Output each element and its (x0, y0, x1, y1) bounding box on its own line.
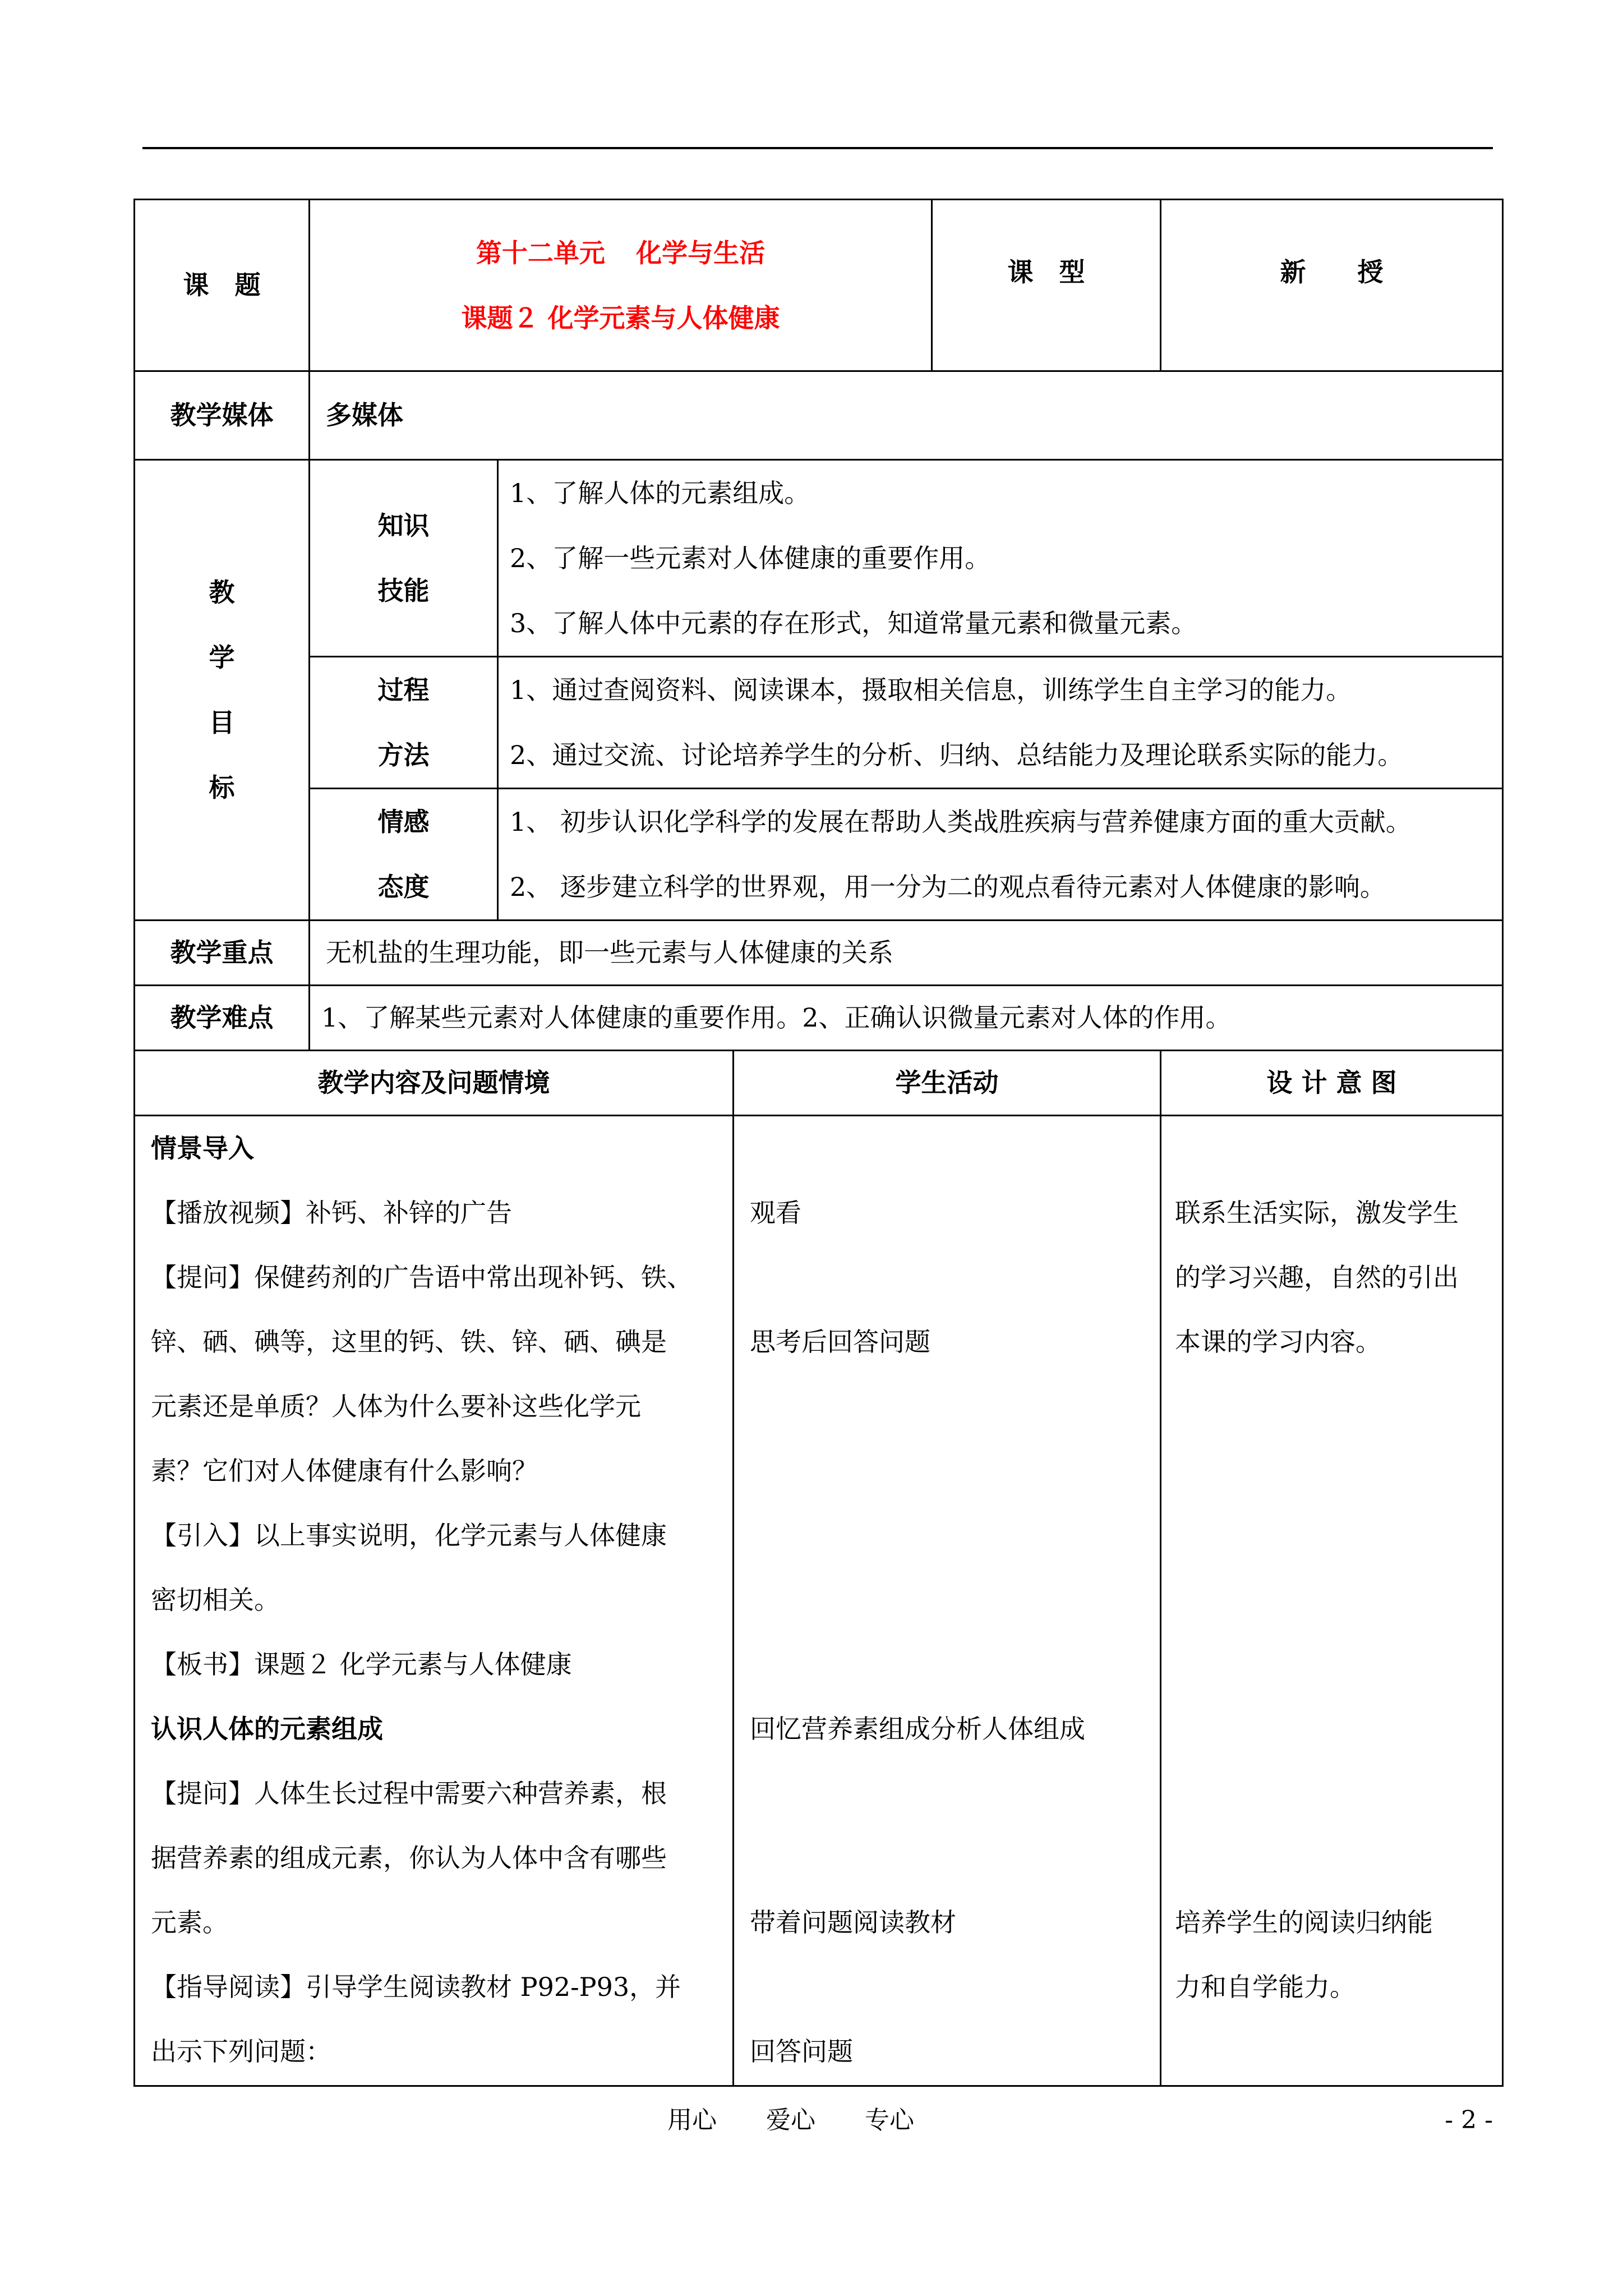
key-point-value: 无机盐的生理功能，即一些元素与人体健康的关系 (310, 921, 1503, 986)
content-line: 【提问】人体生长过程中需要六种营养素，根 (151, 1778, 667, 1809)
design-line (1175, 2019, 1502, 2084)
content-line: 情景导入 (151, 1133, 254, 1163)
design-line (1175, 1374, 1502, 1439)
content-line: 【播放视频】补钙、补锌的广告 (151, 1198, 512, 1228)
page-number: - 2 - (1445, 2106, 1493, 2134)
student-cell (734, 1116, 1161, 2086)
student-line (750, 1568, 1160, 1632)
student-line: 回答问题 (750, 2036, 853, 2067)
content-line: 锌、硒、碘等，这里的钙、铁、锌、硒、碘是 (151, 1327, 667, 1357)
content-line: 据营养素的组成元素，你认为人体中含有哪些 (151, 1843, 667, 1873)
difficulty-row (135, 986, 1503, 1051)
student-line: 带着问题阅读教材 (750, 1907, 956, 1938)
column-header-row (135, 1051, 1503, 1116)
student-line (750, 1503, 1160, 1568)
student-line: 回忆营养素组成分析人体组成 (750, 1714, 1085, 1744)
design-column-header: 设 计 意 图 (1161, 1051, 1503, 1116)
media-row (135, 371, 1503, 460)
student-line: 思考后回答问题 (750, 1327, 930, 1357)
key-point-row (135, 921, 1503, 986)
design-cell (1161, 1116, 1503, 2086)
student-line (750, 1374, 1160, 1439)
process-items (498, 657, 1503, 789)
header-row (135, 200, 1503, 371)
process-item: 1、通过查阅资料、阅读课本，摄取相关信息，训练学生自主学习的能力。 (510, 675, 1352, 705)
design-line: 力和自学能力。 (1175, 1972, 1356, 2002)
knowledge-items (498, 460, 1503, 657)
content-line: 元素。 (151, 1907, 228, 1938)
student-line (750, 1116, 1160, 1181)
content-line: 素？它们对人体健康有什么影响？ (151, 1456, 538, 1486)
design-line (1175, 1503, 1502, 1568)
student-line: 观看 (750, 1198, 801, 1228)
design-line: 的学习兴趣，自然的引出 (1175, 1262, 1459, 1292)
page-footer (0, 2098, 1623, 2143)
student-column-header: 学生活动 (734, 1051, 1161, 1116)
student-line (750, 1245, 1160, 1310)
design-line (1175, 1697, 1502, 1761)
knowledge-label: 知识 技能 (310, 460, 498, 657)
course-label: 课 题 (135, 200, 310, 371)
student-line (750, 1955, 1160, 2019)
design-line (1175, 1116, 1502, 1181)
design-line: 培养学生的阅读归纳能 (1175, 1907, 1433, 1938)
design-line (1175, 1632, 1502, 1697)
content-line: 【引入】以上事实说明，化学元素与人体健康 (151, 1520, 667, 1550)
key-point-label: 教学重点 (135, 921, 310, 986)
knowledge-item: 1、了解人体的元素组成。 (510, 478, 810, 508)
student-line (750, 1632, 1160, 1697)
media-label: 教学媒体 (135, 371, 310, 460)
content-line: 【提问】保健药剂的广告语中常出现补钙、铁、 (151, 1262, 693, 1292)
goal-emotion-row (135, 789, 1503, 921)
content-line: 出示下列问题： (151, 2036, 331, 2067)
lesson-plan-table (133, 199, 1504, 2087)
knowledge-item: 3、了解人体中元素的存在形式，知道常量元素和微量元素。 (510, 608, 1197, 638)
lesson-title (310, 200, 932, 371)
topic-title: 课题２ 化学元素与人体健康 (461, 302, 780, 333)
goal-knowledge-row (135, 460, 1503, 657)
content-line: 元素还是单质？人体为什么要补这些化学元 (151, 1391, 641, 1421)
emotion-label: 情感 态度 (310, 789, 498, 921)
design-line (1175, 1761, 1502, 1826)
design-line (1175, 1439, 1502, 1503)
footer-motto: 用心 爱心 专心 (667, 2106, 914, 2134)
knowledge-item: 2、了解一些元素对人体健康的重要作用。 (510, 543, 991, 573)
content-column-header: 教学内容及问题情境 (135, 1051, 734, 1116)
emotion-item: 2、 逐步建立科学的世界观，用一分为二的观点看待元素对人体健康的影响。 (510, 872, 1386, 902)
difficulty-label: 教学难点 (135, 986, 310, 1051)
content-row (135, 1116, 1503, 2086)
type-value: 新 授 (1161, 200, 1503, 371)
unit-title: 第十二单元 (476, 237, 605, 268)
student-line (750, 1826, 1160, 1890)
content-line: 【板书】课题２ 化学元素与人体健康 (151, 1649, 572, 1680)
unit-subtitle: 化学与生活 (636, 237, 766, 268)
process-label: 过程 方法 (310, 657, 498, 789)
student-line (750, 1761, 1160, 1826)
design-line: 联系生活实际，激发学生 (1175, 1198, 1459, 1228)
header-rule (142, 147, 1493, 149)
emotion-items (498, 789, 1503, 921)
content-line: 密切相关。 (151, 1585, 280, 1615)
goal-process-row (135, 657, 1503, 789)
design-line (1175, 1826, 1502, 1890)
difficulty-value: 1、了解某些元素对人体健康的重要作用。2、正确认识微量元素对人体的作用。 (310, 986, 1503, 1051)
emotion-item: 1、 初步认识化学科学的发展在帮助人类战胜疾病与营养健康方面的重大贡献。 (510, 807, 1412, 837)
process-item: 2、通过交流、讨论培养学生的分析、归纳、总结能力及理论联系实际的能力。 (510, 740, 1404, 770)
goals-label: 教 学 目 标 (135, 460, 310, 921)
type-label: 课 型 (932, 200, 1161, 371)
student-line (750, 1439, 1160, 1503)
content-cell (135, 1116, 734, 2086)
design-line: 本课的学习内容。 (1175, 1327, 1382, 1357)
design-line (1175, 1568, 1502, 1632)
media-value: 多媒体 (310, 371, 1503, 460)
content-line: 认识人体的元素组成 (151, 1714, 383, 1744)
content-line: 【指导阅读】引导学生阅读教材 P92-P93，并 (151, 1972, 681, 2002)
